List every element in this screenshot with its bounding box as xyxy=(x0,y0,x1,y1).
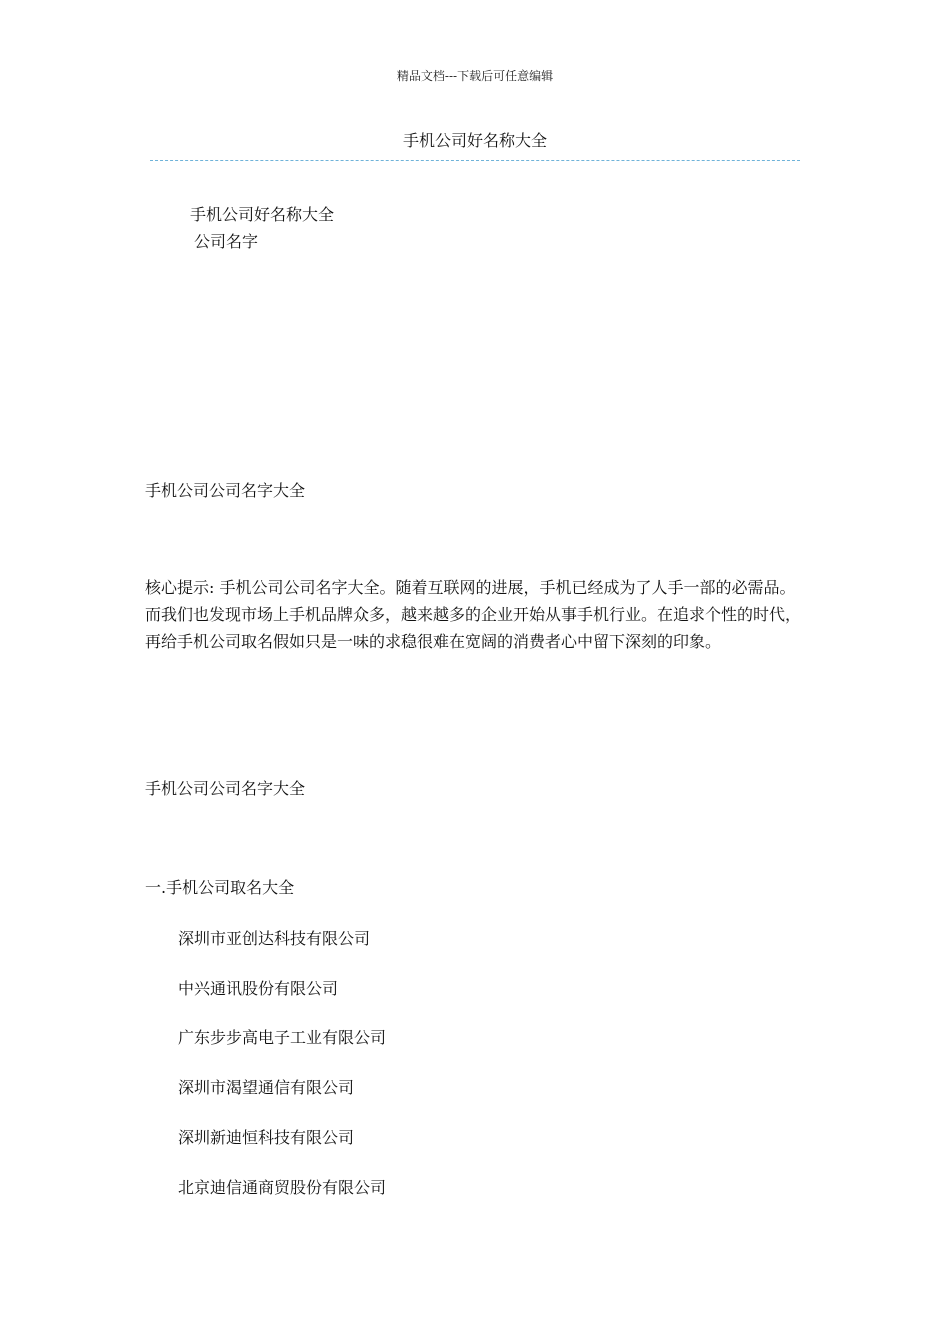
list-item: 广东步步高电子工业有限公司 xyxy=(178,1028,387,1047)
list-item: 深圳市亚创达科技有限公司 xyxy=(178,929,371,948)
section-heading: 手机公司公司名字大全 xyxy=(145,481,306,500)
core-tip-paragraph: 核心提示: 手机公司公司名字大全。随着互联网的进展，手机已经成为了人手一部的必需品。而我们也发现市场上手机品牌众多，越来越多的企业开始从事手机行业。在追求个性的时代，再给手机公司取名假如只是一味的求稳很难在宽阔的消费者心中留下深刻的印象。 xyxy=(145,578,802,651)
list-item: 深圳新迪恒科技有限公司 xyxy=(178,1128,355,1147)
title-divider xyxy=(150,160,800,161)
list-item: 北京迪信通商贸股份有限公司 xyxy=(178,1178,387,1197)
header-note: 精品文档---下载后可任意编辑 xyxy=(396,69,554,83)
section-heading: 手机公司公司名字大全 xyxy=(145,779,306,798)
list-item: 中兴通讯股份有限公司 xyxy=(178,979,339,998)
list-heading: 一.手机公司取名大全 xyxy=(145,878,295,897)
intro-title: 手机公司好名称大全 xyxy=(190,205,335,224)
document-title: 手机公司好名称大全 xyxy=(402,131,547,150)
list-item: 深圳市渴望通信有限公司 xyxy=(178,1078,355,1097)
intro-subtitle: 公司名字 xyxy=(194,232,259,251)
